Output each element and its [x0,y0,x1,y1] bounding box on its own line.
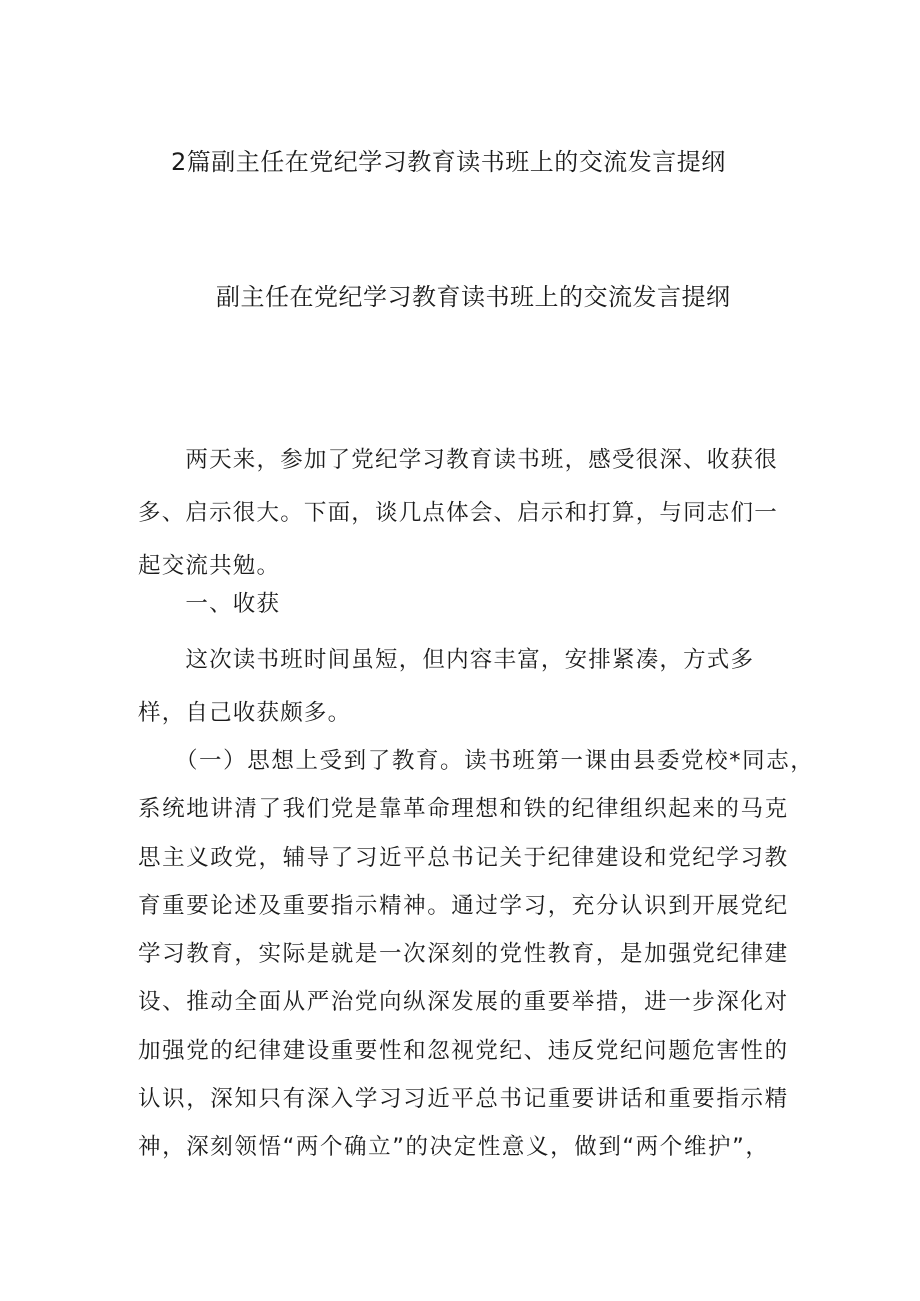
text-line: 样，自己收获颇多。 [138,700,352,726]
intro-paragraph [138,434,778,593]
text-line: 起交流共勉。 [138,553,281,579]
text-line: 认识，深知只有深入学习习近平总书记重要讲话和重要指示精 [138,1086,789,1113]
text-line: 思主义政党，辅导了习近平总书记关于纪律建设和党纪学习教 [138,844,789,871]
text-line: 神，深刻领悟“两个确立”的决定性意义，做到“两个维护”， [138,1134,770,1161]
text-line: 设、推动全面从严治党向纵深发展的重要举措，进一步深化对 [138,989,789,1016]
text-line: 这次读书班时间虽短，但内容丰富，安排紧凑，方式多 [138,647,755,673]
text-line: 学习教育，实际是就是一次深刻的党性教育，是加强党纪律建 [138,941,789,968]
text-line: 加强党的纪律建设重要性和忽视党纪、违反党纪问题危害性的 [138,1037,789,1064]
text-line: 一、收获 [138,591,281,617]
section-heading [138,578,778,631]
text-line: 两天来，参加了党纪学习教育读书班，感受很深、收获很 [138,447,778,473]
subsection-paragraph [138,737,815,1172]
document-title: 2篇副主任在党纪学习教育读书班上的交流发言提纲 [171,148,726,176]
text-line: 育重要论述及重要指示精神。通过学习，充分认识到开展党纪 [138,892,789,919]
section-intro-paragraph [138,634,778,740]
text-line: 多、启示很大。下面，谈几点体会、启示和打算，与同志们一 [138,500,778,526]
text-line: （一）思想上受到了教育。读书班第一课由县委党校*同志， [138,748,815,774]
document-subtitle: 副主任在党纪学习教育读书班上的交流发言提纲 [216,283,731,311]
text-line: 系统地讲清了我们党是靠革命理想和铁的纪律组织起来的马克 [138,796,789,823]
